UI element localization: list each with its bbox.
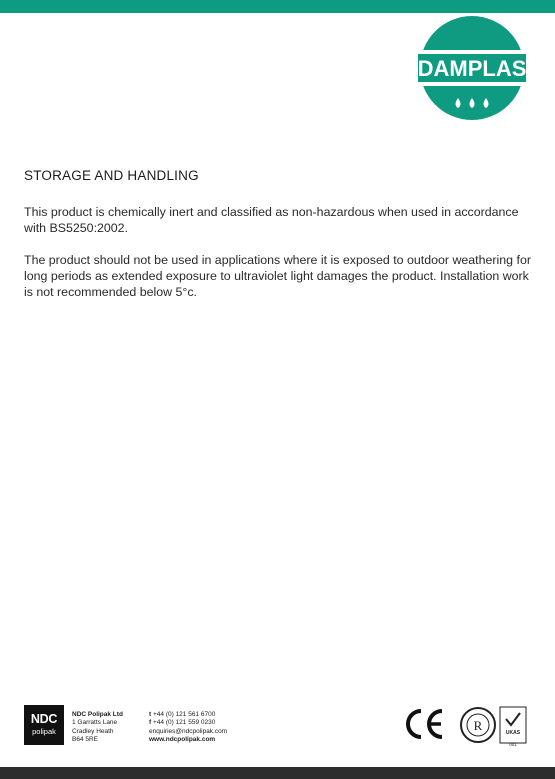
section-heading: STORAGE AND HANDLING — [24, 168, 199, 183]
company-name: NDC Polipak Ltd — [72, 711, 123, 718]
brand-wordmark: DAMPLAS — [417, 56, 527, 81]
address-line: 1 Garratts Lane — [72, 719, 118, 727]
ndc-polipak-logo: NDC polipak — [24, 705, 64, 745]
email-link[interactable]: enquiries@ndcpolipak.com — [149, 727, 228, 735]
paragraph-inert: This product is chemically inert and classified as non-hazardous when used in accordance with BS5250:2002. — [24, 205, 519, 235]
phone-line: t +44 (0) 121 561 6700 — [149, 711, 216, 718]
website-link[interactable]: www.ndcpolipak.com — [149, 735, 216, 743]
svg-text:001: 001 — [509, 742, 517, 747]
company-contact — [149, 711, 227, 744]
address-line: B64 5RE — [72, 735, 99, 743]
address-line: Cradley Heath — [72, 727, 114, 735]
fax-line: f +44 (0) 121 559 0230 — [149, 719, 216, 727]
paragraph-weathering: The product should not be used in applications where it is exposed to outdoor weathering for long periods as extended exposure to ultraviolet light damages the product. Installation work is not recommended below 5°c. — [24, 253, 531, 299]
svg-text:R: R — [473, 718, 483, 733]
ce-mark-icon — [401, 706, 447, 742]
company-address — [72, 711, 123, 744]
quality-certification-icon — [458, 703, 530, 747]
svg-text:UKAS: UKAS — [505, 730, 521, 736]
damplas-logo — [414, 0, 530, 130]
footer-bar — [0, 767, 555, 779]
